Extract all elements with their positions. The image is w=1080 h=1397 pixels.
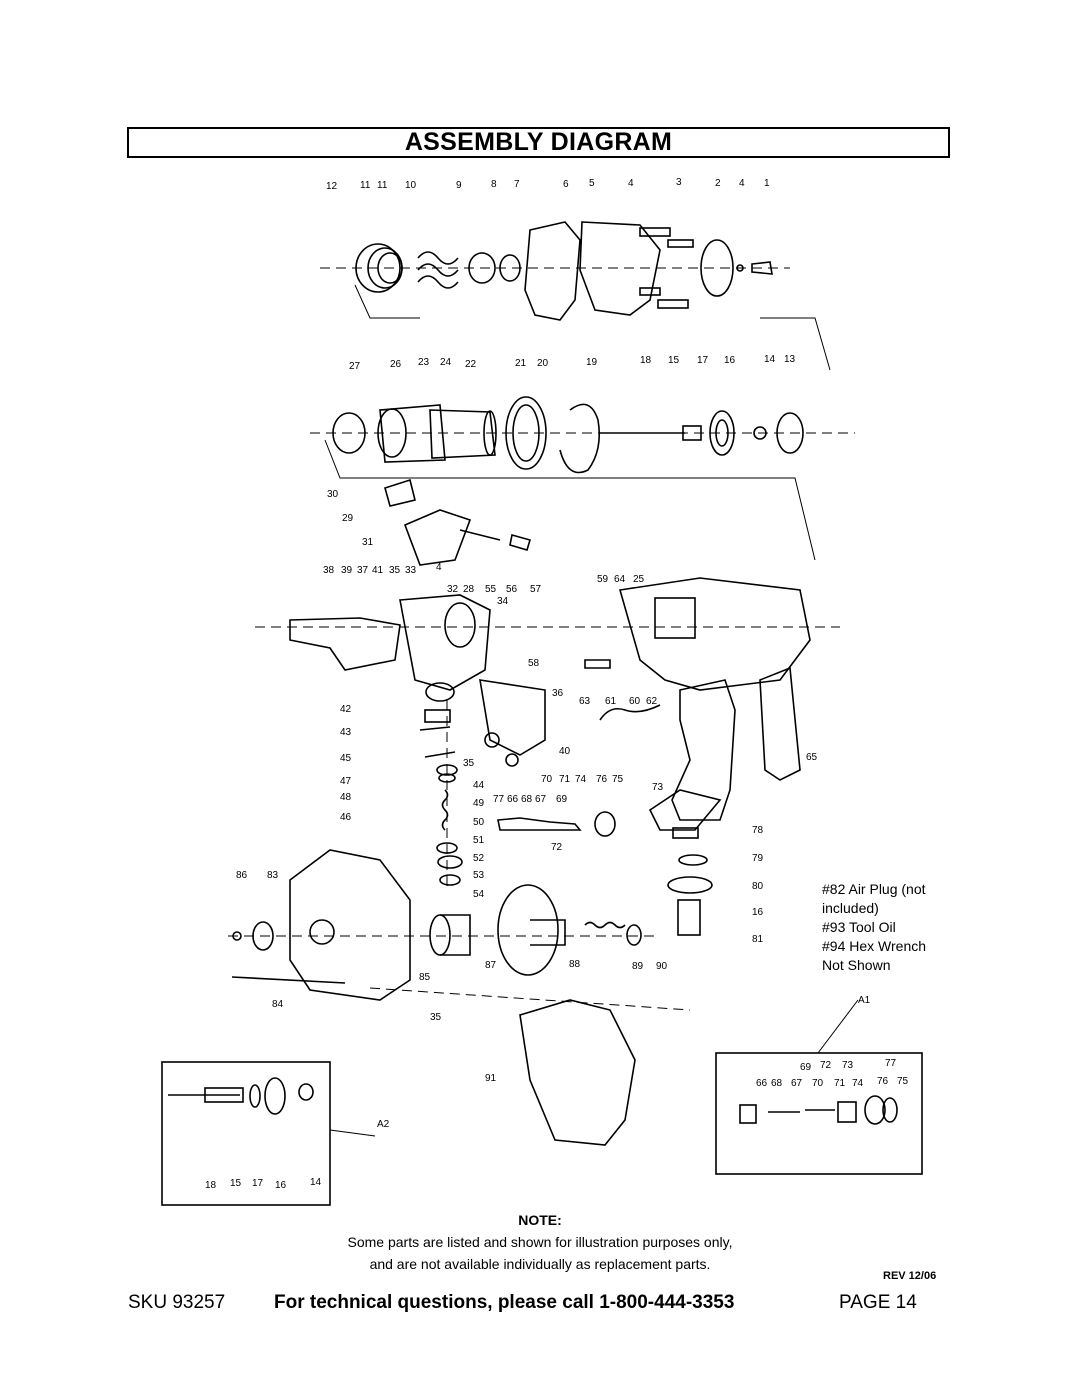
part-label: 67 <box>791 1078 803 1089</box>
part-label: 40 <box>559 746 571 757</box>
part-label: 60 <box>629 696 641 707</box>
part-label: 54 <box>473 889 485 900</box>
inset-a2 <box>162 1062 375 1205</box>
part-label: 19 <box>586 357 598 368</box>
part-label: 50 <box>473 817 485 828</box>
part-label: 66 <box>507 794 519 805</box>
part-label: 15 <box>668 355 680 366</box>
side-note-line: included) <box>822 900 879 916</box>
part-label: 33 <box>405 565 417 576</box>
part-label: 75 <box>897 1076 909 1087</box>
revision-label: REV 12/06 <box>883 1270 937 1282</box>
footer-page-number: PAGE 14 <box>839 1292 917 1313</box>
part-label: 39 <box>341 565 353 576</box>
not-shown-note <box>822 880 926 975</box>
part-label: 74 <box>575 774 587 785</box>
part-label: A1 <box>858 995 871 1006</box>
part-label: 27 <box>349 361 361 372</box>
part-label: 88 <box>569 959 581 970</box>
part-label: 72 <box>820 1060 832 1071</box>
part-label: 80 <box>752 881 764 892</box>
part-label: 90 <box>656 961 668 972</box>
part-label: 4 <box>628 178 634 189</box>
part-label: 48 <box>340 792 352 803</box>
part-label: 9 <box>456 180 462 191</box>
part-label: 14 <box>764 354 776 365</box>
part-label: 24 <box>440 357 452 368</box>
part-label: 34 <box>497 596 509 607</box>
part-label: 17 <box>697 355 709 366</box>
part-label: 76 <box>877 1076 889 1087</box>
part-label: 57 <box>530 584 542 595</box>
part-label: 61 <box>605 696 617 707</box>
part-label: 16 <box>275 1180 287 1191</box>
part-label: 36 <box>552 688 564 699</box>
part-label: 23 <box>418 357 430 368</box>
part-label: 69 <box>556 794 568 805</box>
part-label: 2 <box>715 178 721 189</box>
part-label: 46 <box>340 812 352 823</box>
part-label: 21 <box>515 358 527 369</box>
part-label: 73 <box>842 1060 854 1071</box>
footer-sku: SKU 93257 <box>128 1292 226 1313</box>
note-line-1: Some parts are listed and shown for illustration purposes only, <box>347 1234 733 1250</box>
part-label: 30 <box>327 489 339 500</box>
part-label: 25 <box>633 574 645 585</box>
part-label: 68 <box>521 794 533 805</box>
part-label: 11 <box>360 180 371 191</box>
note-heading: NOTE: <box>518 1212 562 1228</box>
part-label: 69 <box>800 1062 812 1073</box>
page-title: ASSEMBLY DIAGRAM <box>404 128 673 156</box>
side-note-line: #82 Air Plug (not <box>822 881 926 897</box>
part-label: 47 <box>340 776 352 787</box>
part-label: 35 <box>463 758 475 769</box>
part-label: 78 <box>752 825 764 836</box>
part-label: 12 <box>326 181 338 192</box>
part-label: 86 <box>236 870 248 881</box>
part-label: 84 <box>272 999 284 1010</box>
part-label: 55 <box>485 584 497 595</box>
part-label: 42 <box>340 704 352 715</box>
row2-parts <box>310 397 855 560</box>
part-label: 37 <box>357 565 369 576</box>
part-label: 75 <box>612 774 624 785</box>
part-label: 81 <box>752 934 764 945</box>
part-label: 58 <box>528 658 540 669</box>
part-label: 56 <box>506 584 518 595</box>
part-label: 43 <box>340 727 352 738</box>
part-label: 51 <box>473 835 485 846</box>
part-label: 70 <box>541 774 553 785</box>
part-label: 18 <box>640 355 652 366</box>
part-label: 87 <box>485 960 497 971</box>
part-label: 20 <box>537 358 549 369</box>
part-label: 63 <box>579 696 591 707</box>
part-label: 22 <box>465 359 477 370</box>
part-label: 76 <box>596 774 608 785</box>
part-label: 8 <box>491 179 497 190</box>
part-label: 4 <box>436 562 442 573</box>
part-label: 72 <box>551 842 563 853</box>
part-label: 71 <box>834 1078 846 1089</box>
part-label: 66 <box>756 1078 768 1089</box>
part-label: 62 <box>646 696 658 707</box>
part-label: 7 <box>514 179 520 190</box>
part-label: 77 <box>885 1058 897 1069</box>
magazine-parts <box>228 850 690 1145</box>
part-label: 32 <box>447 584 459 595</box>
part-number-labels <box>205 177 909 1191</box>
part-label: 73 <box>652 782 664 793</box>
part-label: 17 <box>252 1178 264 1189</box>
valve-column-parts <box>420 700 712 935</box>
part-label: 91 <box>485 1073 497 1084</box>
part-label: 38 <box>323 565 335 576</box>
part-label: 70 <box>812 1078 824 1089</box>
part-label: 85 <box>419 972 431 983</box>
part-label: 89 <box>632 961 644 972</box>
part-label: 52 <box>473 853 485 864</box>
part-label: A2 <box>377 1119 390 1130</box>
part-label: 28 <box>463 584 475 595</box>
part-label: 65 <box>806 752 818 763</box>
part-label: 59 <box>597 574 609 585</box>
part-label: 11 <box>377 180 388 191</box>
part-label: 44 <box>473 780 485 791</box>
part-label: 16 <box>752 907 764 918</box>
part-label: 13 <box>784 354 796 365</box>
part-label: 49 <box>473 798 485 809</box>
note-line-2: and are not available individually as replacement parts. <box>369 1256 711 1272</box>
part-label: 31 <box>362 537 374 548</box>
side-note-line: #93 Tool Oil <box>822 919 896 935</box>
part-label: 74 <box>852 1078 864 1089</box>
part-label: 6 <box>563 179 569 190</box>
part-label: 1 <box>764 178 770 189</box>
side-note-line: #94 Hex Wrench <box>822 938 927 954</box>
part-label: 67 <box>535 794 547 805</box>
footer-tech-support: For technical questions, please call 1-800-444-3353 <box>274 1292 735 1313</box>
part-label: 26 <box>390 359 402 370</box>
row1-parts <box>320 222 830 370</box>
part-label: 45 <box>340 753 352 764</box>
part-label: 35 <box>389 565 401 576</box>
part-label: 68 <box>771 1078 783 1089</box>
part-label: 29 <box>342 513 354 524</box>
part-label: 5 <box>589 178 595 189</box>
part-label: 64 <box>614 574 626 585</box>
part-label: 79 <box>752 853 764 864</box>
part-label: 15 <box>230 1178 242 1189</box>
side-note-line: Not Shown <box>822 957 891 973</box>
part-label: 10 <box>405 180 417 191</box>
part-label: 4 <box>739 178 745 189</box>
part-label: 53 <box>473 870 485 881</box>
part-label: 77 <box>493 794 505 805</box>
part-label: 18 <box>205 1180 217 1191</box>
part-label: 71 <box>559 774 571 785</box>
part-label: 3 <box>676 177 682 188</box>
part-label: 83 <box>267 870 279 881</box>
part-label: 14 <box>310 1177 322 1188</box>
part-label: 35 <box>430 1012 442 1023</box>
part-label: 16 <box>724 355 736 366</box>
part-label: 41 <box>372 565 384 576</box>
